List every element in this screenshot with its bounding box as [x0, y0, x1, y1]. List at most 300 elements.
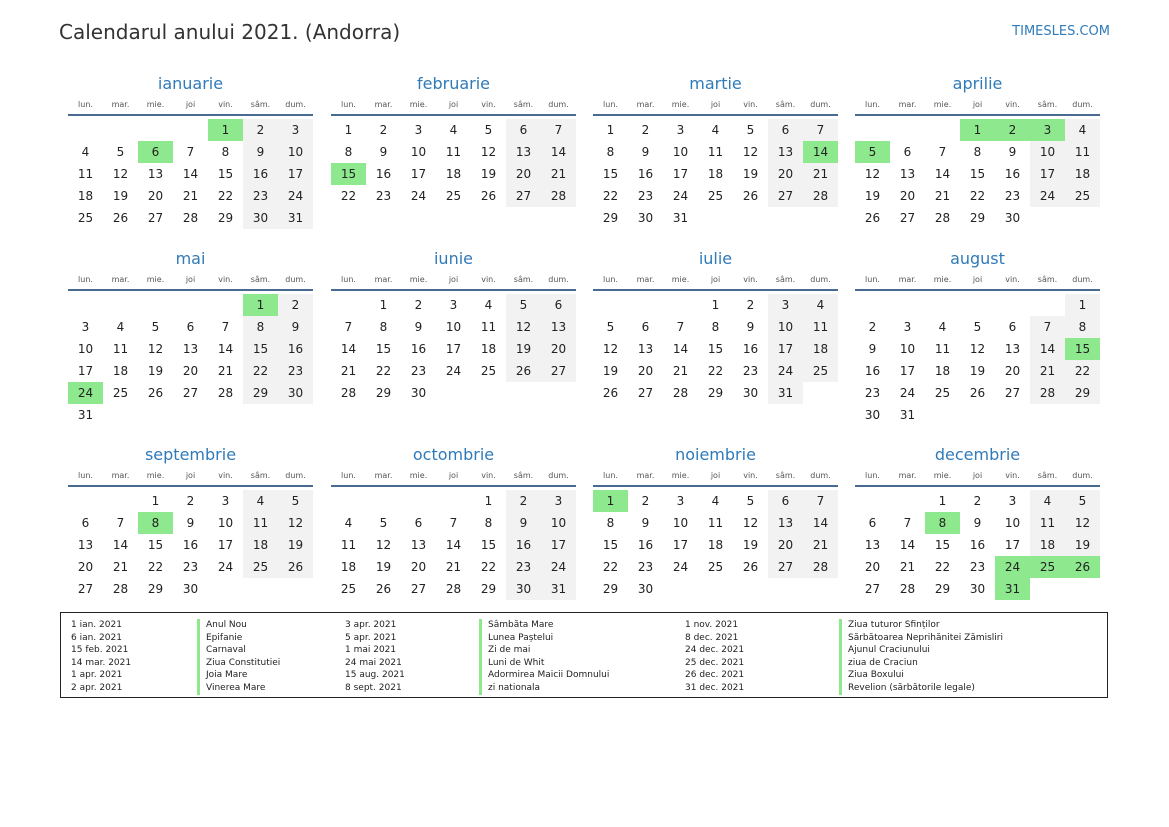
- weekday-label: mie.: [409, 471, 428, 480]
- weekday-label: dum.: [810, 100, 831, 109]
- weekday-label: sâm.: [513, 471, 534, 480]
- weekday-label: mar.: [898, 100, 917, 109]
- day-cell: 12: [602, 342, 619, 356]
- day-cell: 29: [969, 211, 986, 225]
- day-cell: 9: [641, 145, 650, 159]
- holiday-day-cell: 8: [138, 512, 173, 534]
- day-cell: 19: [864, 189, 881, 203]
- day-cell: 4: [1065, 119, 1100, 141]
- day-cell: 19: [278, 534, 313, 556]
- weekday-label: mie.: [146, 100, 165, 109]
- weekday-label: mie.: [933, 100, 952, 109]
- day-cell: 6: [506, 119, 541, 141]
- legend-date: 8 dec. 2021: [685, 632, 739, 643]
- day-cell: 4: [711, 494, 720, 508]
- legend-date: 15 aug. 2021: [345, 670, 405, 681]
- day-cell: 3: [768, 294, 803, 316]
- day-cell: 29: [934, 582, 951, 596]
- day-cell: 20: [410, 560, 427, 574]
- legend-holiday-name: Luni de Whit: [479, 657, 609, 670]
- day-cell: 21: [899, 560, 916, 574]
- day-cell: 5: [379, 516, 388, 530]
- brand-link[interactable]: TIMESLES.COM: [1012, 24, 1110, 39]
- legend-holiday-name: Ziua tuturor Sfinților: [839, 619, 1003, 632]
- weekday-label: joi: [710, 275, 721, 284]
- month-name: iunie: [433, 249, 473, 268]
- day-cell: 22: [217, 189, 234, 203]
- day-cell: 25: [77, 211, 94, 225]
- day-cell: 26: [375, 582, 392, 596]
- day-cell: 13: [541, 316, 576, 338]
- day-cell: 19: [742, 538, 759, 552]
- weekday-label: dum.: [1072, 471, 1093, 480]
- empty-cell: [68, 490, 103, 512]
- header-divider: [593, 114, 838, 116]
- day-cell: 13: [1004, 342, 1021, 356]
- day-cell: 14: [672, 342, 689, 356]
- day-cell: 27: [864, 582, 881, 596]
- day-cell: 1: [151, 494, 160, 508]
- day-cell: 10: [278, 141, 313, 163]
- day-cell: 5: [973, 320, 982, 334]
- day-cell: 19: [480, 167, 497, 181]
- day-cell: 28: [445, 582, 462, 596]
- day-grid: [593, 490, 838, 600]
- day-cell: 10: [1030, 141, 1065, 163]
- day-cell: 26: [602, 386, 619, 400]
- header-divider: [331, 485, 576, 487]
- legend-date: 6 ian. 2021: [71, 632, 122, 643]
- day-cell: 6: [186, 320, 195, 334]
- weekday-label: vin.: [743, 100, 758, 109]
- legend-holiday-name: Revelion (sărbătorile legale): [839, 682, 1003, 695]
- day-cell: 15: [934, 538, 951, 552]
- legend-date: 31 dec. 2021: [685, 682, 745, 693]
- day-cell: 11: [340, 538, 357, 552]
- day-cell: 21: [803, 163, 838, 185]
- day-cell: 10: [1004, 516, 1021, 530]
- day-cell: 24: [768, 360, 803, 382]
- day-cell: 6: [768, 119, 803, 141]
- day-cell: 16: [278, 338, 313, 360]
- day-cell: 17: [1004, 538, 1021, 552]
- day-cell: 7: [344, 320, 353, 334]
- empty-cell: [103, 490, 138, 512]
- empty-cell: [663, 294, 698, 316]
- day-cell: 17: [445, 342, 462, 356]
- empty-cell: [103, 119, 138, 141]
- empty-cell: [890, 294, 925, 316]
- day-cell: 20: [1004, 364, 1021, 378]
- weekday-label: vin.: [1005, 471, 1020, 480]
- day-cell: 24: [410, 189, 427, 203]
- month-septembrie: [68, 444, 313, 600]
- day-cell: 22: [969, 189, 986, 203]
- day-cell: 4: [484, 298, 493, 312]
- day-cell: 4: [938, 320, 947, 334]
- legend-date: 15 feb. 2021: [71, 645, 129, 656]
- month-august: [855, 248, 1100, 426]
- day-cell: 23: [637, 189, 654, 203]
- day-cell: 4: [243, 490, 278, 512]
- day-cell: 21: [934, 189, 951, 203]
- header-divider: [331, 289, 576, 291]
- day-cell: 28: [112, 582, 129, 596]
- day-cell: 29: [602, 211, 619, 225]
- day-cell: 2: [641, 123, 650, 137]
- header-divider: [855, 485, 1100, 487]
- day-cell: 26: [742, 189, 759, 203]
- weekday-label: dum.: [285, 100, 306, 109]
- weekday-label: mie.: [933, 471, 952, 480]
- empty-cell: [925, 119, 960, 141]
- day-cell: 28: [899, 582, 916, 596]
- header-divider: [855, 289, 1100, 291]
- day-cell: 30: [1004, 211, 1021, 225]
- day-cell: 17: [217, 538, 234, 552]
- weekday-label: joi: [448, 471, 459, 480]
- weekday-label: joi: [448, 275, 459, 284]
- month-name: mai: [175, 249, 206, 268]
- day-cell: 23: [243, 185, 278, 207]
- weekday-header: [68, 272, 313, 288]
- day-cell: 10: [541, 512, 576, 534]
- day-cell: 4: [116, 320, 125, 334]
- day-cell: 22: [243, 360, 278, 382]
- day-cell: 26: [969, 386, 986, 400]
- day-cell: 27: [410, 582, 427, 596]
- legend-date: 1 nov. 2021: [685, 620, 739, 630]
- day-cell: 5: [746, 494, 755, 508]
- holiday-day-cell: 24: [68, 382, 103, 404]
- day-cell: 28: [803, 556, 838, 578]
- legend-date: 14 mar. 2021: [71, 657, 132, 668]
- day-cell: 18: [112, 364, 129, 378]
- weekday-label: dum.: [1072, 100, 1093, 109]
- day-cell: 26: [480, 189, 497, 203]
- day-cell: 22: [602, 189, 619, 203]
- day-cell: 24: [445, 364, 462, 378]
- day-cell: 28: [934, 211, 951, 225]
- weekday-label: mie.: [409, 100, 428, 109]
- weekday-header: [331, 272, 576, 288]
- day-cell: 19: [1065, 534, 1100, 556]
- day-cell: 15: [375, 342, 392, 356]
- weekday-label: sâm.: [775, 275, 796, 284]
- day-cell: 27: [768, 556, 803, 578]
- weekday-header: [68, 468, 313, 484]
- day-cell: 2: [379, 123, 388, 137]
- day-cell: 14: [803, 512, 838, 534]
- day-cell: 27: [182, 386, 199, 400]
- legend-date: 3 apr. 2021: [345, 620, 397, 630]
- day-cell: 28: [672, 386, 689, 400]
- day-cell: 16: [410, 342, 427, 356]
- day-cell: 14: [445, 538, 462, 552]
- day-cell: 15: [969, 167, 986, 181]
- day-cell: 14: [934, 167, 951, 181]
- day-cell: 18: [77, 189, 94, 203]
- weekday-label: dum.: [810, 471, 831, 480]
- day-cell: 18: [445, 167, 462, 181]
- day-cell: 16: [1004, 167, 1021, 181]
- day-cell: 9: [973, 516, 982, 530]
- month-octombrie: [331, 444, 576, 600]
- day-cell: 8: [221, 145, 230, 159]
- day-cell: 22: [1065, 360, 1100, 382]
- day-cell: 26: [506, 360, 541, 382]
- day-cell: 14: [182, 167, 199, 181]
- day-cell: 31: [278, 207, 313, 229]
- day-cell: 2: [278, 294, 313, 316]
- legend-date: 26 dec. 2021: [685, 670, 745, 681]
- day-cell: 14: [340, 342, 357, 356]
- legend-holiday-name: ziua de Craciun: [839, 657, 1003, 670]
- day-cell: 19: [742, 167, 759, 181]
- weekday-label: dum.: [548, 275, 569, 284]
- day-cell: 24: [672, 189, 689, 203]
- month-aprilie: [855, 73, 1100, 229]
- weekday-label: joi: [972, 471, 983, 480]
- holiday-day-cell: 1: [208, 119, 243, 141]
- weekday-header: [593, 272, 838, 288]
- header-divider: [593, 289, 838, 291]
- holiday-day-cell: 1: [960, 119, 995, 141]
- legend-date: 1 mai 2021: [345, 645, 397, 656]
- weekday-label: lun.: [865, 275, 880, 284]
- month-decembrie: [855, 444, 1100, 600]
- day-cell: 18: [707, 167, 724, 181]
- day-cell: 12: [112, 167, 129, 181]
- day-cell: 21: [672, 364, 689, 378]
- holiday-day-cell: 15: [331, 163, 366, 185]
- day-cell: 7: [903, 516, 912, 530]
- day-cell: 8: [606, 145, 615, 159]
- day-cell: 23: [864, 386, 881, 400]
- weekday-label: sâm.: [1037, 471, 1058, 480]
- day-cell: 25: [243, 556, 278, 578]
- day-cell: 12: [864, 167, 881, 181]
- day-cell: 3: [1008, 494, 1017, 508]
- header-divider: [331, 114, 576, 116]
- day-cell: 17: [899, 364, 916, 378]
- day-cell: 18: [803, 338, 838, 360]
- day-cell: 14: [217, 342, 234, 356]
- day-cell: 16: [243, 163, 278, 185]
- weekday-label: lun.: [603, 275, 618, 284]
- holiday-day-cell: 26: [1065, 556, 1100, 578]
- legend-holiday-name: zi nationala: [479, 682, 609, 695]
- weekday-label: vin.: [218, 471, 233, 480]
- weekday-label: vin.: [218, 100, 233, 109]
- day-cell: 23: [1004, 189, 1021, 203]
- day-cell: 8: [344, 145, 353, 159]
- day-cell: 25: [707, 560, 724, 574]
- day-cell: 31: [768, 382, 803, 404]
- day-cell: 9: [379, 145, 388, 159]
- legend-holiday-name: Joia Mare: [197, 669, 280, 682]
- day-cell: 23: [410, 364, 427, 378]
- day-cell: 3: [903, 320, 912, 334]
- day-cell: 9: [746, 320, 755, 334]
- weekday-label: lun.: [865, 100, 880, 109]
- day-cell: 17: [672, 538, 689, 552]
- empty-cell: [995, 294, 1030, 316]
- legend-holiday-name: Anul Nou: [197, 619, 280, 632]
- day-cell: 25: [803, 360, 838, 382]
- day-grid: [68, 490, 313, 600]
- legend-holiday-name: Ziua Constitutiei: [197, 657, 280, 670]
- day-grid: [593, 294, 838, 404]
- day-cell: 18: [1065, 163, 1100, 185]
- day-cell: 11: [934, 342, 951, 356]
- weekday-label: joi: [185, 471, 196, 480]
- day-cell: 20: [768, 163, 803, 185]
- weekday-label: mar.: [111, 100, 130, 109]
- weekday-label: lun.: [78, 275, 93, 284]
- day-cell: 5: [151, 320, 160, 334]
- day-cell: 8: [379, 320, 388, 334]
- day-cell: 8: [1065, 316, 1100, 338]
- day-cell: 9: [641, 516, 650, 530]
- month-iunie: [331, 248, 576, 404]
- day-cell: 23: [742, 364, 759, 378]
- month-name: decembrie: [934, 445, 1021, 464]
- day-cell: 30: [864, 408, 881, 422]
- day-cell: 20: [77, 560, 94, 574]
- day-cell: 9: [414, 320, 423, 334]
- day-cell: 24: [672, 560, 689, 574]
- holiday-day-cell: 3: [1030, 119, 1065, 141]
- day-cell: 29: [602, 582, 619, 596]
- day-cell: 9: [1008, 145, 1017, 159]
- day-cell: 22: [375, 364, 392, 378]
- day-cell: 20: [182, 364, 199, 378]
- day-cell: 1: [1065, 294, 1100, 316]
- day-cell: 10: [445, 320, 462, 334]
- month-name: septembrie: [144, 445, 237, 464]
- holiday-day-cell: 5: [855, 141, 890, 163]
- day-cell: 2: [243, 119, 278, 141]
- day-cell: 27: [637, 386, 654, 400]
- weekday-label: sâm.: [775, 100, 796, 109]
- day-cell: 8: [606, 516, 615, 530]
- day-cell: 26: [278, 556, 313, 578]
- day-cell: 20: [506, 163, 541, 185]
- legend-date: 25 dec. 2021: [685, 657, 745, 668]
- day-cell: 9: [278, 316, 313, 338]
- day-cell: 8: [711, 320, 720, 334]
- day-cell: 28: [340, 386, 357, 400]
- day-grid: [855, 294, 1100, 426]
- day-cell: 14: [899, 538, 916, 552]
- day-grid: [331, 294, 576, 404]
- day-cell: 5: [606, 320, 615, 334]
- day-cell: 28: [217, 386, 234, 400]
- day-cell: 11: [445, 145, 462, 159]
- day-cell: 8: [484, 516, 493, 530]
- day-cell: 6: [868, 516, 877, 530]
- day-cell: 29: [480, 582, 497, 596]
- day-cell: 20: [864, 560, 881, 574]
- day-cell: 10: [410, 145, 427, 159]
- empty-cell: [925, 294, 960, 316]
- day-grid: [68, 119, 313, 229]
- day-cell: 17: [1030, 163, 1065, 185]
- empty-cell: [138, 119, 173, 141]
- day-cell: 23: [278, 360, 313, 382]
- empty-cell: [103, 294, 138, 316]
- day-cell: 16: [742, 342, 759, 356]
- empty-cell: [68, 294, 103, 316]
- day-cell: 28: [182, 211, 199, 225]
- legend-holiday-name: Lunea Paștelui: [479, 632, 609, 645]
- weekday-label: joi: [185, 275, 196, 284]
- day-cell: 6: [768, 490, 803, 512]
- day-cell: 29: [147, 582, 164, 596]
- weekday-label: joi: [972, 100, 983, 109]
- day-cell: 24: [217, 560, 234, 574]
- day-cell: 16: [375, 167, 392, 181]
- empty-cell: [173, 294, 208, 316]
- day-cell: 3: [449, 298, 458, 312]
- weekday-label: sâm.: [513, 275, 534, 284]
- weekday-label: vin.: [743, 471, 758, 480]
- weekday-label: vin.: [1005, 275, 1020, 284]
- day-cell: 4: [1030, 490, 1065, 512]
- day-cell: 19: [506, 338, 541, 360]
- day-cell: 27: [768, 185, 803, 207]
- day-cell: 27: [899, 211, 916, 225]
- day-cell: 17: [278, 163, 313, 185]
- day-cell: 19: [147, 364, 164, 378]
- month-name: ianuarie: [157, 74, 224, 93]
- day-cell: 3: [221, 494, 230, 508]
- empty-cell: [366, 490, 401, 512]
- day-cell: 1: [606, 123, 615, 137]
- month-name: februarie: [416, 74, 491, 93]
- weekday-label: mie.: [146, 471, 165, 480]
- day-cell: 20: [768, 534, 803, 556]
- empty-cell: [890, 490, 925, 512]
- day-cell: 24: [278, 185, 313, 207]
- weekday-header: [331, 97, 576, 113]
- day-grid: [855, 490, 1100, 600]
- day-cell: 20: [637, 364, 654, 378]
- day-cell: 22: [934, 560, 951, 574]
- day-cell: 22: [602, 560, 619, 574]
- day-cell: 10: [672, 145, 689, 159]
- day-cell: 6: [903, 145, 912, 159]
- day-cell: 19: [375, 560, 392, 574]
- day-cell: 17: [672, 167, 689, 181]
- day-grid: [68, 294, 313, 426]
- weekday-label: joi: [185, 100, 196, 109]
- weekday-label: sâm.: [250, 275, 271, 284]
- weekday-label: mar.: [111, 275, 130, 284]
- day-grid: [331, 119, 576, 207]
- day-cell: 7: [186, 145, 195, 159]
- day-cell: 10: [77, 342, 94, 356]
- day-cell: 27: [147, 211, 164, 225]
- weekday-label: dum.: [548, 100, 569, 109]
- page-title: Calendarul anului 2021. (Andorra): [59, 20, 401, 44]
- day-cell: 18: [340, 560, 357, 574]
- day-cell: 10: [217, 516, 234, 530]
- day-cell: 5: [746, 123, 755, 137]
- day-cell: 3: [676, 123, 685, 137]
- day-cell: 5: [116, 145, 125, 159]
